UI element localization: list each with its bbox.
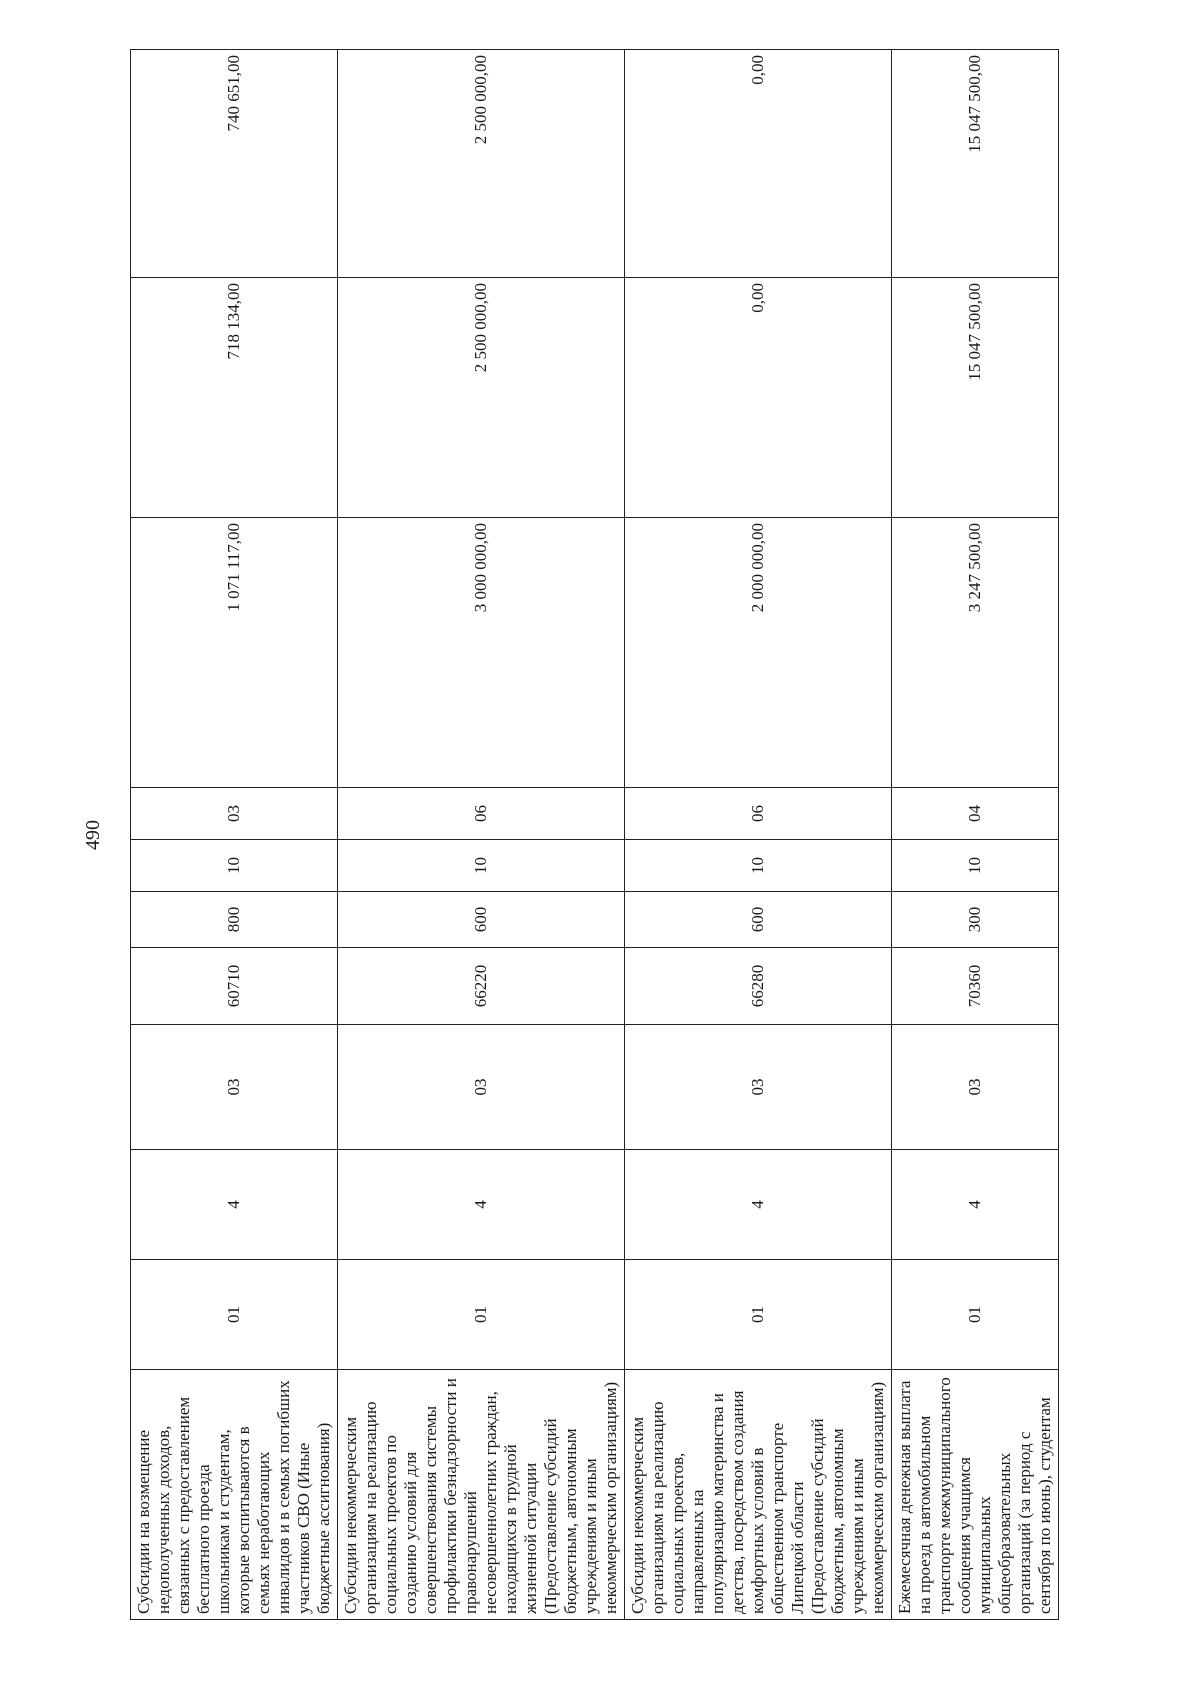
- direction-code-cell: 66280: [625, 948, 892, 1025]
- section-cell: 10: [338, 840, 625, 892]
- row-name-cell: Субсидии некоммерческим организациям на реализацию социальных проектов по созданию условий для совершенствования системы профилактики безнадзорности и правонарушений несовершеннолетних граждан, находящихся в трудной жизненной ситуации (Предоставление субсидий бюджетным, автономным учреждениям и иным некоммерческим организациям): [338, 1370, 625, 1620]
- subprogram-code-cell: 03: [131, 1025, 338, 1150]
- table-row: [131, 50, 338, 1620]
- subsection-cell: 06: [625, 788, 892, 840]
- amount-year3-cell: 740 651,00: [131, 50, 338, 278]
- expense-type-cell: 300: [892, 892, 1059, 948]
- program-code-cell: 01: [338, 1260, 625, 1370]
- type-code-cell: 4: [892, 1150, 1059, 1260]
- expense-type-cell: 600: [625, 892, 892, 948]
- program-code-cell: 01: [625, 1260, 892, 1370]
- amount-year1-cell: 1 071 117,00: [131, 518, 338, 788]
- table-row: [625, 50, 892, 1620]
- table-row: [892, 50, 1059, 1620]
- section-cell: 10: [625, 840, 892, 892]
- table-row: [338, 50, 625, 1620]
- amount-year2-cell: 718 134,00: [131, 278, 338, 518]
- amount-year3-cell: 15 047 500,00: [892, 50, 1059, 278]
- direction-code-cell: 70360: [892, 948, 1059, 1025]
- subsection-cell: 04: [892, 788, 1059, 840]
- program-code-cell: 01: [892, 1260, 1059, 1370]
- rotated-page: [82, 50, 1100, 1620]
- subsection-cell: 03: [131, 788, 338, 840]
- budget-table: [130, 49, 1059, 1620]
- amount-year3-cell: 0,00: [625, 50, 892, 278]
- subsection-cell: 06: [338, 788, 625, 840]
- amount-year2-cell: 15 047 500,00: [892, 278, 1059, 518]
- type-code-cell: 4: [131, 1150, 338, 1260]
- row-name-cell: Субсидии на возмещение недополученных доходов, связанных с предоставлением бесплатного проезда школьникам и студентам, которые воспитываются в семьях неработающих инвалидов и в семьях погибших участников СВО (Иные бюджетные ассигнования): [131, 1370, 338, 1620]
- subprogram-code-cell: 03: [625, 1025, 892, 1150]
- amount-year1-cell: 3 247 500,00: [892, 518, 1059, 788]
- amount-year3-cell: 2 500 000,00: [338, 50, 625, 278]
- row-name-cell: Ежемесячная денежная выплата на проезд в автомобильном транспорте межмуниципального сообщения учащимся муниципальных общеобразовательных организаций (за период с сентября по июнь), студентам: [892, 1370, 1059, 1620]
- subprogram-code-cell: 03: [338, 1025, 625, 1150]
- expense-type-cell: 600: [338, 892, 625, 948]
- row-name-cell: Субсидии некоммерческим организациям на реализацию социальных проектов, направленных на популяризацию материнства и детства, посредством создания комфортных условий в общественном транспорте Липецкой области (Предоставление субсидий бюджетным, автономным учреждениям и иным некоммерческим организациям): [625, 1370, 892, 1620]
- direction-code-cell: 66220: [338, 948, 625, 1025]
- amount-year1-cell: 2 000 000,00: [625, 518, 892, 788]
- amount-year2-cell: 2 500 000,00: [338, 278, 625, 518]
- amount-year1-cell: 3 000 000,00: [338, 518, 625, 788]
- page-number: 490: [82, 820, 104, 850]
- program-code-cell: 01: [131, 1260, 338, 1370]
- section-cell: 10: [892, 840, 1059, 892]
- type-code-cell: 4: [625, 1150, 892, 1260]
- amount-year2-cell: 0,00: [625, 278, 892, 518]
- expense-type-cell: 800: [131, 892, 338, 948]
- section-cell: 10: [131, 840, 338, 892]
- type-code-cell: 4: [338, 1150, 625, 1260]
- subprogram-code-cell: 03: [892, 1025, 1059, 1150]
- direction-code-cell: 60710: [131, 948, 338, 1025]
